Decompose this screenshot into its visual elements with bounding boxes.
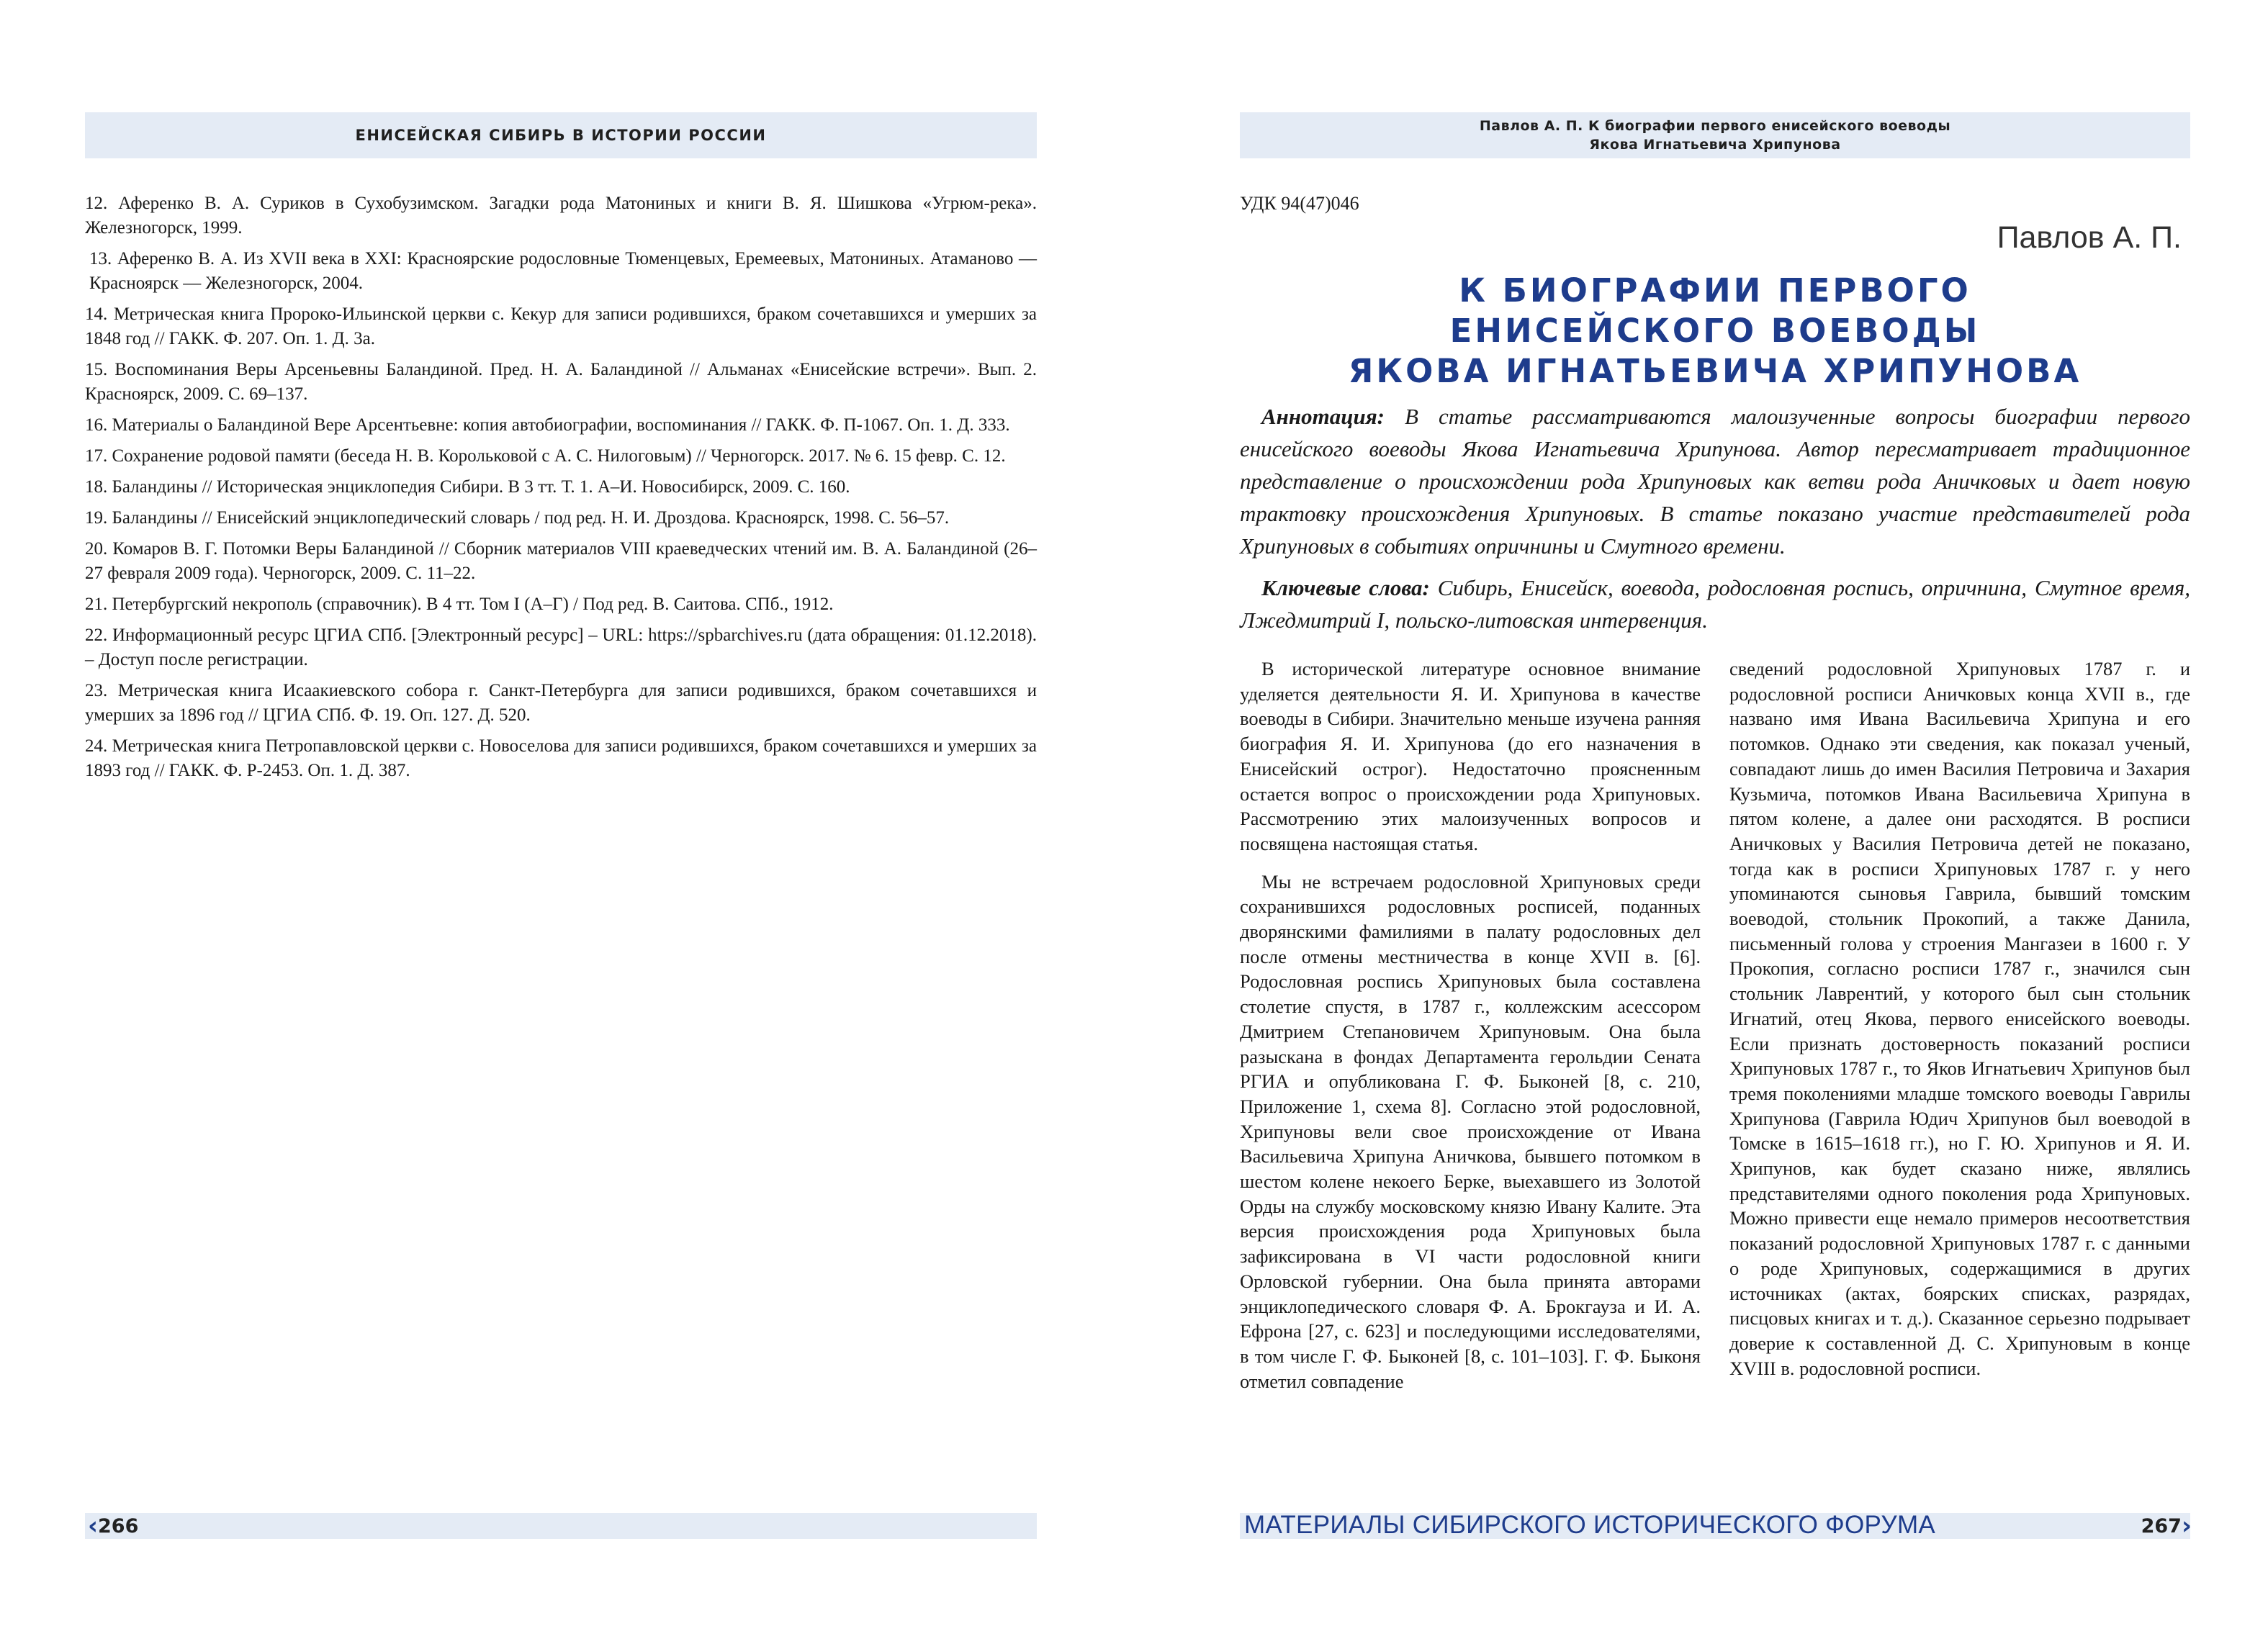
reference-item: 19. Баландины // Енисейский энциклопедический словарь / под ред. Н. И. Дроздова. Красноярск, 1998. С. 56–57. <box>85 508 950 528</box>
footer-bar-left <box>85 1513 1037 1539</box>
chevron-left-icon: ‹ <box>88 1512 99 1540</box>
reference-item: 15. Воспоминания Веры Арсеньевны Баландиной. Пред. Н. А. Баландиной // Альманах «Енисейские встречи». Вып. 2. Красноярск, 2009. С. 69–137. <box>85 360 1037 404</box>
reference-item: 21. Петербургский некрополь (справочник). В 4 тт. Том I (А–Г) / Под ред. В. Саитова. СПб., 1912. <box>85 595 834 614</box>
journal-name: МАТЕРИАЛЫ СИБИРСКОГО ИСТОРИЧЕСКОГО ФОРУМА <box>1244 1511 1936 1539</box>
title-line: К БИОГРАФИИ ПЕРВОГО <box>1459 271 1971 310</box>
running-header-line: Павлов А. П. К биографии первого енисейского воеводы <box>1479 118 1951 134</box>
page-number-left <box>88 1509 138 1543</box>
reference-item: 13. Аференко В. А. Из XVII века в XXI: Красноярские родословные Тюменцевых, Еремеевых, Матониных. Атаманово — Красноярск — Железногорск, 2004. <box>89 249 1037 293</box>
reference-item: 23. Метрическая книга Исаакиевского собора г. Санкт-Петербурга для записи родившихся, браком сочетавшихся и умерших за 1896 год // ЦГИА СПб. Ф. 19. Оп. 127. Д. 520. <box>85 681 1037 725</box>
reference-item: 24. Метрическая книга Петропавловской церкви с. Новоселова для записи родившихся, браком сочетавшихся и умерших за 1893 год // ГАКК. Ф. Р-2453. Оп. 1. Д. 387. <box>85 736 1037 780</box>
reference-item: 17. Сохранение родовой памяти (беседа Н. В. Корольковой с А. С. Нилоговым) // Черногорск. 2017. № 6. 15 февр. С. 12. <box>85 446 1006 466</box>
reference-list <box>85 191 1037 790</box>
page-number-right <box>2141 1509 2192 1543</box>
running-header-text <box>1480 117 1950 154</box>
title-line: ЕНИСЕЙСКОГО ВОЕВОДЫ <box>1449 312 1981 350</box>
keywords-text: Сибирь, Енисейск, воевода, родословная роспись, опричнина, Смутное время, Лжедмитрий I, польско-литовская интервенция. <box>1240 575 2190 633</box>
author-name: Павлов А. П. <box>1997 220 2182 255</box>
body-paragraph: Мы не встречаем родословной Хрипуновых среди сохранившихся родословных росписей, поданных дворянскими фамилиями в палату родословных дел после отмены местничества в конце XVII в. [6]. Родословная роспись Хрипуновых была составлена столетие спустя, в 1787 г., коллежским асессором Дмитрием Степановичем Хрипуновым. Она была разыскана в фондах Департамента герольдии Сената РГИА и опубликована Г. Ф. Быконей [8, с. 210, Приложение 1, схема 8]. Согласно этой родословной, Хрипуновы вели свое происхождение от Ивана Васильевича Хрипуна Аничкова, бывшего потомком в шестом колене некоего Берке, выехавшего из Золотой Орды на службу московскому князю Ивану Калите. Эта версия происхождения рода Хрипуновых была зафиксирована в VI части родословной книги Орловской губернии. Она была принята авторами энциклопедического словаря Ф. А. Брокгауза и И. А. Ефрона [27, с. 623] и последующими исследователями, в том числе Г. Ф. Быконей [8, с. 101–103]. Г. Ф. Быконя отметил совпадение <box>1240 870 1701 1392</box>
abstract <box>1240 400 2190 562</box>
article-title <box>1240 271 2190 392</box>
reference-item: 20. Комаров В. Г. Потомки Веры Баландиной // Сборник материалов VIII краеведческих чтений им. В. А. Баландиной (26–27 февраля 2009 года). Черногорск, 2009. С. 11–22. <box>85 539 1037 583</box>
running-header-left <box>85 112 1037 158</box>
running-header-line: Якова Игнатьевича Хрипунова <box>1589 137 1841 153</box>
body-paragraph: В исторической литературе основное внимание уделяется деятельности Я. И. Хрипунова в качестве воеводы в Сибири. Значительно меньше изучена ранняя биография Я. И. Хрипунова (до его назначения в Енисейский острог). Недостаточно проясненным остается вопрос о происхождении рода Хрипуновых. Рассмотрению этих малоизученных вопросов и посвящена настоящая статья. <box>1240 658 1701 854</box>
running-header-text: ЕНИСЕЙСКАЯ СИБИРЬ В ИСТОРИИ РОССИИ <box>355 126 767 144</box>
abstract-text: В статье рассматриваются малоизученные вопросы биографии первого енисейского воеводы Якова Игнатьевича Хрипунова. Автор пересматривает традиционное представление о происхождении рода Хрипуновых как ветви рода Аничковых и дает новую трактовку происхождения Хрипуновых. В статье показано участие представителей рода Хрипуновых в событиях опричнины и Смутного времени. <box>1240 404 2191 559</box>
reference-item: 12. Аференко В. А. Суриков в Сухобузимском. Загадки рода Матониных и книги В. Я. Шишкова «Угрюм-река». Железногорск, 1999. <box>85 194 1037 238</box>
chevron-right-icon: › <box>2181 1512 2192 1540</box>
body-column-2 <box>1729 656 2190 1394</box>
keywords-label: Ключевые слова: <box>1261 575 1430 600</box>
body-paragraph: сведений родословной Хрипуновых 1787 г. и родословной росписи Аничковых конца XVII в., где названо имя Ивана Васильевича Хрипуна и его потомков. Однако эти сведения, как показал ученый, совпадают лишь до имен Василия Петровича и Захария Кузьмича, потомков Ивана Васильевича Хрипуна в пятом колене, а далее они расходятся. В росписи Аничковых у Василия Петровича детей не показано, тогда как в росписи Хрипуновых 1787 г. у него упоминаются сыновья Гаврила, бывший томским воеводой, стольник Прокопий, а также Данила, письменный голова у строения Мангазеи в 1600 г. У Прокопия, согласно росписи 1787 г., значился сын стольник Лаврентий, у которого был сын стольник Игнатий, отец Якова, первого енисейского воеводы. Если признать достоверность показаний росписи Хрипуновых 1787 г., то Яков Игнатьевич Хрипунов был тремя поколениями младше томского воеводы Гаврилы Хрипунова (Гаврила Юдич Хрипунов был воеводой в Томске в 1615–1618 гг.), но Г. Ю. Хрипунов и Я. И. Хрипунов, как будет сказано ниже, являлись представителями одного поколения рода Хрипуновых. Можно привести еще немало примеров несоответствия показаний родословной Хрипуновых 1787 г. с данными о роде Хрипуновых, содержащимися в других источниках (актах, боярских списках, разрядах, писцовых книгах и т. д.). Сказанное серьезно подрывает доверие к составленной Д. С. Хрипуновым в конце XVIII в. родословной росписи. <box>1729 658 2190 1379</box>
reference-item: 18. Баландины // Историческая энциклопедия Сибири. В 3 тт. Т. 1. А–И. Новосибирск, 2009. С. 160. <box>85 477 850 497</box>
abstract-label: Аннотация: <box>1261 404 1385 429</box>
reference-item: 14. Метрическая книга Пророко-Ильинской церкви с. Кекур для записи родившихся, браком сочетавшихся и умерших за 1848 год // ГАКК. Ф. 207. Оп. 1. Д. 3а. <box>85 304 1037 348</box>
udk-code: УДК 94(47)046 <box>1240 193 1359 214</box>
title-line: ЯКОВА ИГНАТЬЕВИЧА ХРИПУНОВА <box>1348 352 2082 390</box>
body-column-1 <box>1240 656 1701 1406</box>
page-number-text: 267 <box>2141 1514 2182 1537</box>
running-header-right <box>1240 112 2190 158</box>
keywords <box>1240 572 2190 636</box>
reference-item: 16. Материалы о Баландиной Вере Арсентьевне: копия автобиографии, воспоминания // ГАКК. Ф. П-1067. Оп. 1. Д. 333. <box>85 415 1010 435</box>
page-number-text: 266 <box>98 1514 139 1537</box>
reference-item: 22. Информационный ресурс ЦГИА СПб. [Электронный ресурс] – URL: https://spbarchives.ru (дата обращения: 01.12.2018). – Доступ после регистрации. <box>85 625 1037 669</box>
